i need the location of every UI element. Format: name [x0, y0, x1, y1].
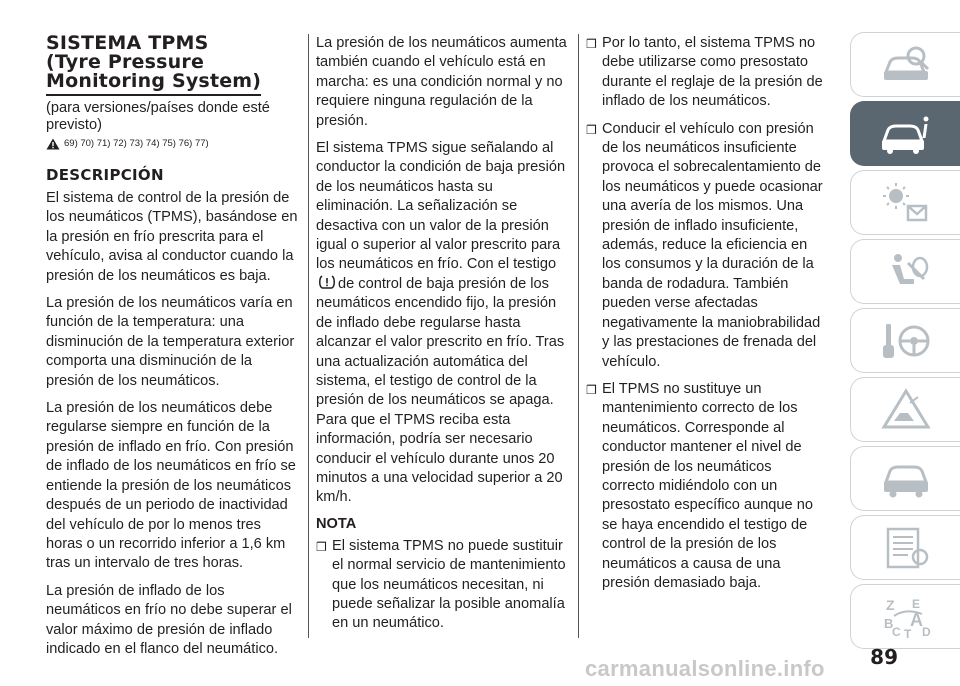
- specifications-icon: [878, 525, 934, 571]
- list-item: [586, 380, 826, 593]
- warning-lights-icon: [878, 180, 934, 226]
- checkbox-bullet-icon: ❒: [586, 37, 597, 51]
- tab-specifications[interactable]: [850, 515, 960, 580]
- list-item-text: El TPMS no sustituye un mantenimiento correcto de los neumáticos. Corresponde al conductor mantener el nivel de presión de los neumáticos correcto midiéndolo con un presostato específico aunque no se haya encendido el testigo de control de la presión de los neumáticos a causa de una presión demasiado baja.: [602, 380, 813, 591]
- checkbox-bullet-icon: ❒: [586, 122, 597, 137]
- tab-car-maintenance[interactable]: [850, 446, 960, 511]
- bullet-list: [586, 34, 826, 593]
- heading-descripcion: DESCRIPCIÓN: [46, 166, 164, 184]
- svg-text:T: T: [903, 626, 911, 640]
- warning-refs: [46, 138, 300, 150]
- paragraph: La presión de los neumáticos debe regularse siempre en función de la presión de inflado en frío. Con presión de inflado de los neumáticos en frío se entiende la presión de los neumáticos después de un periodo de inactividad del vehículo de por lo menos tres horas o un recorrido inferior a 1,6 km tras un intervalo de tres horas.: [46, 400, 296, 572]
- paragraph-text: El sistema TPMS sigue señalando al conductor la condición de baja presión de los neumáticos hasta su eliminación. La señalización se desactiva con un valor de la presión igual o superior al valor prescrito para los neumáticos en frío. Con el testigo: [316, 140, 566, 273]
- list-item: [586, 120, 826, 372]
- chapter-tabs: [850, 32, 960, 653]
- paragraph: La presión de los neumáticos varía en función de la temperatura: una disminución de la temperatura exterior comporta una disminución de la presión de los neumáticos.: [46, 295, 295, 389]
- emergency-icon: [878, 387, 934, 433]
- airbag-seat-icon: [878, 249, 934, 295]
- warning-triangle-icon: [46, 138, 60, 150]
- svg-text:B: B: [883, 615, 893, 631]
- checkbox-bullet-icon: ❒: [586, 382, 597, 397]
- checkbox-bullet-icon: ❒: [316, 539, 327, 554]
- tab-car-info[interactable]: [850, 101, 960, 166]
- title-line-1: SISTEMA TPMS: [46, 32, 209, 54]
- car-search-icon: [878, 42, 934, 88]
- tab-car-search[interactable]: [850, 32, 960, 97]
- paragraph-text-cont: de control de baja presión de los neumáticos encendido fijo, la presión de inflado debe regularse hasta alcanzar el valor prescrito en frío. Tras una actualización automática del sistema, el testigo de control de la presión de los neumáticos se apaga. Para que el TPMS reciba esta información, podría ser necesario conducir el vehículo durante unos 20 minutos a una velocidad superior a 20 km/h.: [316, 275, 565, 506]
- list-item: [316, 537, 570, 634]
- car-maintenance-icon: [878, 456, 934, 502]
- svg-text:E: E: [911, 596, 920, 611]
- column-2: [316, 34, 570, 642]
- subtitle: (para versiones/países donde esté previsto): [46, 100, 270, 133]
- tab-emergency[interactable]: [850, 377, 960, 442]
- car-info-icon: [878, 111, 934, 157]
- watermark: carmanualsonline.info: [585, 656, 825, 681]
- index-letters-icon: [878, 594, 934, 640]
- paragraph: La presión de inflado de los neumáticos en frío no debe superar el valor máximo de presión de inflado indicado en el flanco del neumático.: [46, 582, 292, 657]
- paragraph: La presión de los neumáticos aumenta también cuando el vehículo está en marcha: es una condición normal y no requiere ninguna regulación de la presión.: [316, 35, 567, 129]
- svg-text:D: D: [921, 624, 931, 639]
- paragraph: El sistema de control de la presión de los neumáticos (TPMS), basándose en la presión en frío prescrita para el vehículo, avisa al conductor cuando la presión de los neumáticos es baja.: [46, 190, 298, 284]
- svg-text:Z: Z: [885, 596, 895, 613]
- key-steering-icon: [878, 318, 934, 364]
- list-item: [586, 34, 826, 112]
- column-divider: [578, 34, 579, 638]
- tab-airbag-seat[interactable]: [850, 239, 960, 304]
- paragraph-with-icon: [316, 139, 570, 508]
- tyre-pressure-warning-icon: [318, 275, 336, 289]
- warning-refs-text: 69) 70) 71) 72) 73) 74) 75) 76) 77): [64, 138, 209, 149]
- note-list: [316, 537, 570, 634]
- svg-text:C: C: [891, 624, 901, 639]
- column-divider: [308, 34, 309, 638]
- list-item-text: Conducir el vehículo con presión de los neumáticos insuficiente provoca el sobrecalentamiento de los neumáticos y puede ocasionar una avería de los mismos. Una presión de inflado insuficiente, además, reduce la eficiencia en los consumos y la duración de la banda de rodadura. También pueden verse afectadas negativamente la maniobrabilidad y las prestaciones de frenada del vehículo.: [602, 120, 823, 370]
- tab-key-steering[interactable]: [850, 308, 960, 373]
- title-line-3: Monitoring System): [46, 70, 262, 92]
- svg-text:A: A: [909, 609, 923, 630]
- column-1: [46, 34, 300, 667]
- tab-warning-lights[interactable]: [850, 170, 960, 235]
- section-title: [46, 34, 261, 96]
- note-label: NOTA: [316, 515, 357, 532]
- title-line-2: (Tyre Pressure: [46, 51, 205, 73]
- list-item-text: El sistema TPMS no puede sustituir el normal servicio de mantenimiento que los neumáticos necesitan, ni puede señalizar la posible anomalía en un neumático.: [332, 537, 566, 632]
- page-number: 89: [870, 645, 898, 669]
- list-item-text: Por lo tanto, el sistema TPMS no debe utilizarse como presostato durante el reglaje de la presión de inflado de los neumáticos.: [602, 35, 823, 110]
- column-3: [586, 34, 826, 601]
- tab-index[interactable]: [850, 584, 960, 649]
